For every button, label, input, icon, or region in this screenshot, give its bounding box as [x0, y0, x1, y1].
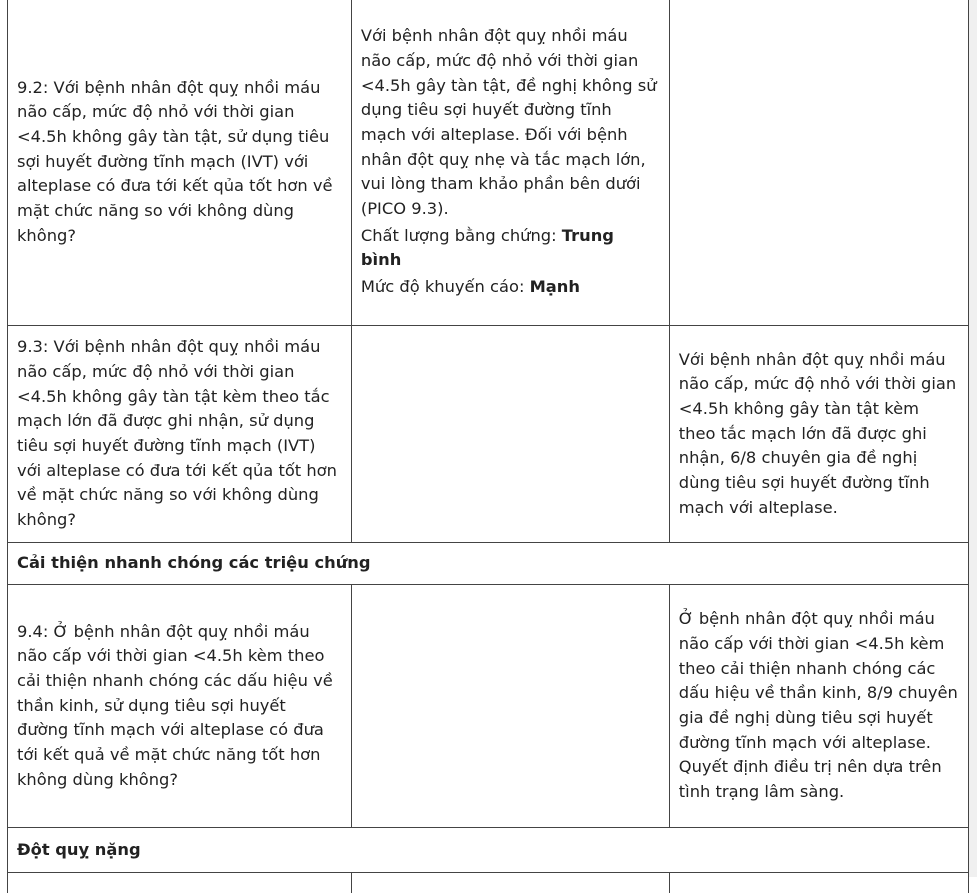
expert-cell — [669, 873, 968, 893]
evidence-value: Trung bình — [361, 226, 614, 270]
section-heading: Cải thiện nhanh chóng các triệu chứng — [8, 543, 969, 585]
expert-text: Với bệnh nhân đột quỵ nhồi máu não cấp, mức độ nhỏ với thời gian <4.5h không gây tàn tật kèm theo tắc mạch lớn đã được ghi nhận, 6/8 chuyên gia đề nghị dùng tiêu sợi huyết đường tĩnh mạch với alteplase. — [679, 348, 959, 521]
guideline-table — [7, 0, 969, 893]
question-cell — [8, 585, 352, 828]
section-row — [8, 543, 969, 585]
strength-label: Mức độ khuyến cáo: — [361, 277, 530, 296]
table-row — [8, 0, 969, 326]
question-cell — [8, 0, 352, 326]
recommendation-text: Với bệnh nhân đột quỵ nhồi máu não cấp, mức độ nhỏ với thời gian <4.5h gây tàn tật, đề nghị không sử dụng tiêu sợi huyết đường tĩnh mạch với alteplase. Đối với bệnh nhân đột quỵ nhẹ và tắc mạch lớn, vui lòng tham khảo phần bên dưới (PICO 9.3). — [361, 24, 660, 222]
expert-cell — [669, 326, 968, 543]
recommendation-strength — [361, 275, 660, 300]
expert-text: Ở bệnh nhân đột quỵ nhồi máu não cấp với thời gian <4.5h kèm theo cải thiện nhanh chóng các dấu hiệu về thần kinh, 8/9 chuyên gia đề nghị dùng tiêu sợi huyết đường tĩnh mạch với alteplase. Quyết định điều trị nên dựa trên tình trạng lâm sàng. — [679, 607, 959, 805]
strength-value: Mạnh — [530, 277, 580, 296]
question-cell — [8, 326, 352, 543]
recommendation-cell — [351, 326, 669, 543]
question-text: 9.2: Với bệnh nhân đột quỵ nhồi máu não cấp, mức độ nhỏ với thời gian <4.5h không gây tàn tật, sử dụng tiêu sợi huyết đường tĩnh mạch (IVT) với alteplase có đưa tới kết qủa tốt hơn về mặt chức năng so với không dùng không? — [17, 76, 342, 249]
table-row — [8, 585, 969, 828]
recommendation-cell — [351, 585, 669, 828]
vertical-scrollbar[interactable] — [969, 0, 977, 877]
recommendation-cell — [351, 873, 669, 893]
section-heading: Đột quỵ nặng — [8, 828, 969, 873]
question-cell — [8, 873, 352, 893]
table-row — [8, 873, 969, 893]
question-text: 9.3: Với bệnh nhân đột quỵ nhồi máu não cấp, mức độ nhỏ với thời gian <4.5h không gây tàn tật kèm theo tắc mạch lớn đã được ghi nhận, sử dụng tiêu sợi huyết đường tĩnh mạch (IVT) với alteplase có đưa tới kết qủa tốt hơn về mặt chức năng so với không dùng không? — [17, 335, 342, 533]
section-row — [8, 828, 969, 873]
evidence-quality — [361, 224, 660, 273]
expert-cell — [669, 585, 968, 828]
table-row — [8, 326, 969, 543]
evidence-label: Chất lượng bằng chứng: — [361, 226, 562, 245]
question-text: 9.4: Ở bệnh nhân đột quỵ nhồi máu não cấp với thời gian <4.5h kèm theo cải thiện nhanh chóng các dấu hiệu về thần kinh, sử dụng tiêu sợi huyết đường tĩnh mạch với alteplase có đưa tới kết quả về mặt chức năng tốt hơn không dùng không? — [17, 620, 342, 793]
expert-cell — [669, 0, 968, 326]
recommendation-cell — [351, 0, 669, 326]
